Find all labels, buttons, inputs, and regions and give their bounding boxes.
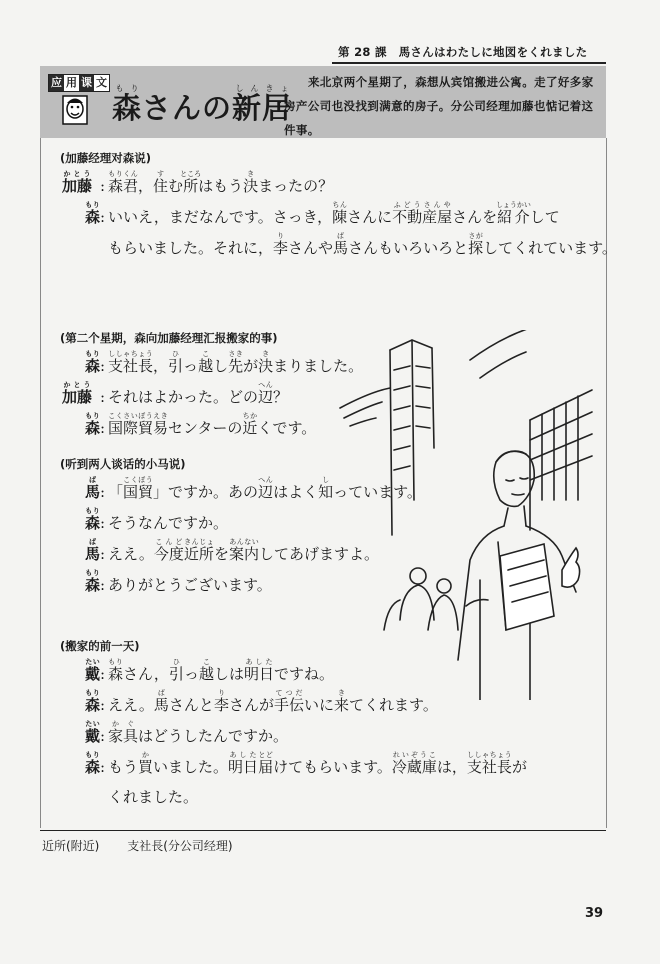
- dialogue-line: 加藤かとう : それはよかった。どの辺へん？: [62, 381, 363, 412]
- badge-char-1: 应: [51, 76, 62, 89]
- speaker: 森もり: [84, 507, 100, 532]
- dialogue-continuation: もらいました。それに，李りさんや馬ばさんもいろいろと探さがしてくれています。: [108, 232, 617, 257]
- speaker: 馬ば: [84, 538, 100, 563]
- speaker: 加藤かとう: [62, 170, 93, 195]
- scene-title: (听到两人谈话的小马说): [60, 457, 186, 471]
- speaker: 馬ば: [84, 476, 100, 501]
- header-rule: [332, 62, 606, 64]
- speaker: 森もり: [84, 751, 100, 776]
- face-icon: [62, 95, 88, 125]
- dialogue-line: 馬ば : 「国貿こくぼう」ですか。あの辺へんはよく知しっています。: [62, 476, 422, 507]
- city-man-illustration: [330, 330, 595, 700]
- scene-title: (第二个星期，森向加藤经理汇报搬家的事): [60, 331, 278, 345]
- speaker: 森もり: [84, 412, 100, 437]
- dialogue-line: 森もり : 支社長ししゃちょう，引ひっ越こし先さきが決きまりました。: [62, 350, 363, 381]
- badge-char-4: 文: [96, 76, 107, 89]
- scene-2: [62, 330, 363, 443]
- chapter-header: 第 28 課 馬さんはわたしに地図をくれました: [338, 45, 588, 59]
- page-number: 39: [585, 906, 604, 921]
- dialogue-line: 戴たい : 森もりさん，引ひっ越こしは明日あしたですね。: [62, 658, 527, 689]
- dialogue-line: 森もり : そうなんですか。: [62, 507, 422, 538]
- vocab-item: 支社長(分公司经理): [127, 839, 233, 853]
- speaker: 森もり: [84, 689, 100, 714]
- dialogue-line: 加藤かとう : 森君もりくん，住すむ所ところはもう決きまったの？: [62, 170, 617, 201]
- badge-char-2: 用: [66, 76, 77, 89]
- lesson-type-badge: [48, 74, 110, 92]
- badge-char-3: 课: [81, 76, 92, 89]
- lesson-intro: 来北京两个星期了，森想从宾馆搬进公寓。走了好多家房产公司也没找到满意的房子。分公司经理加藤也惦记着这件事。: [284, 75, 594, 137]
- speaker: 戴たい: [84, 658, 100, 683]
- dialogue-line: 森もり : ありがとうございます。: [62, 569, 422, 600]
- dialogue-line: 森もり : 国際貿易こくさいぼうえきセンターの近ちかくです。: [62, 412, 363, 443]
- dialogue-line: 馬ば : ええ。今度こんど近所きんじょを案内あんないしてあげますよ。: [62, 538, 422, 569]
- dialogue-continuation: くれました。: [108, 788, 199, 806]
- scene-title: (搬家的前一天): [60, 639, 140, 653]
- dialogue-line: 戴たい : 家具かぐはどうしたんですか。: [62, 720, 527, 751]
- scene-title: (加藤经理对森说): [60, 151, 152, 165]
- vocab-item: 近所(附近): [42, 839, 100, 853]
- scene-1: [62, 150, 617, 263]
- lesson-title: 森もりさんの新しん居きょ: [112, 84, 293, 125]
- vocabulary-notes: [40, 830, 606, 854]
- speaker: 戴たい: [84, 720, 100, 745]
- dialogue-line: 森もり : もう買かいました。明日あした届とどけてもらいます。冷蔵庫れいぞうこは，支社長ししゃちょうが: [62, 751, 527, 782]
- speaker: 森もり: [84, 569, 100, 594]
- speaker: 加藤かとう: [62, 381, 93, 406]
- dialogue-line: 森もり : いいえ，まだなんです。さっき，陳ちんさんに不動産屋ふどうさんやさんを紹介しょうかいして: [62, 201, 617, 232]
- speaker: 森もり: [84, 350, 100, 375]
- speaker: 森もり: [84, 201, 100, 226]
- dialogue-line: 森もり : ええ。馬ばさんと李りさんが手伝てつだいに来きてくれます。: [62, 689, 527, 720]
